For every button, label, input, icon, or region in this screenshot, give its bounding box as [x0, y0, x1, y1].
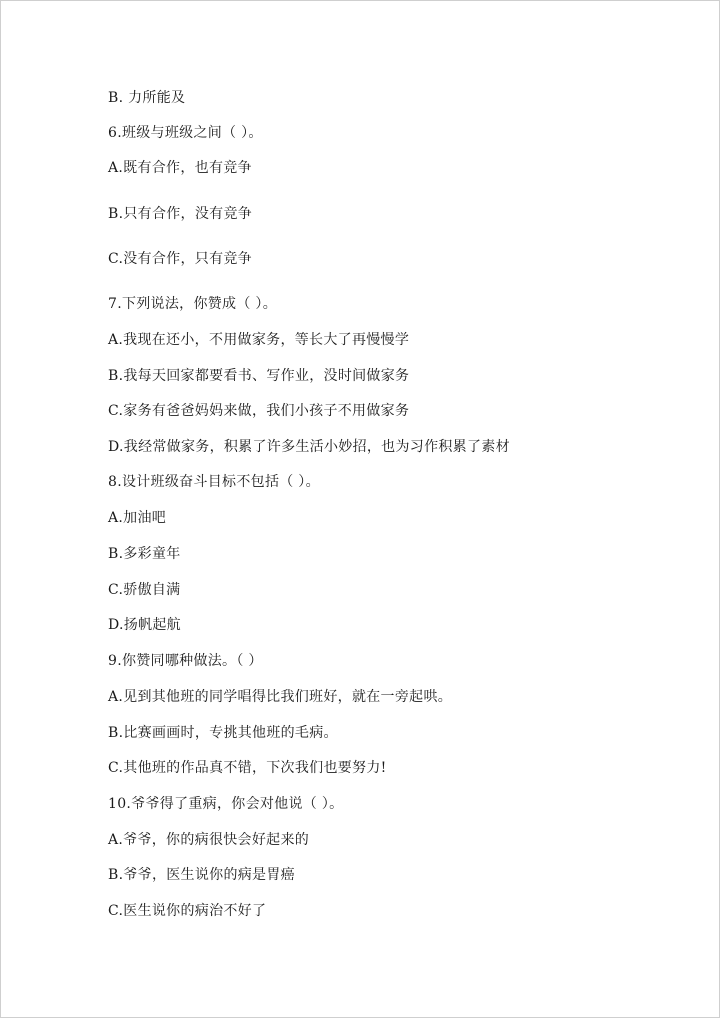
option-9c: C.其他班的作品真不错，下次我们也要努力! — [108, 760, 387, 776]
question-6: 6.班级与班级之间（ ）。 — [108, 125, 263, 141]
option-7b: B.我每天回家都要看书、写作业，没时间做家务 — [108, 368, 410, 384]
option-8d: D.扬帆起航 — [108, 617, 181, 633]
option-10b: B.爷爷，医生说你的病是胃癌 — [108, 867, 295, 883]
option-8c: C.骄傲自满 — [108, 582, 181, 598]
option-8a: A.加油吧 — [108, 510, 167, 526]
question-9: 9.你赞同哪种做法。（ ） — [108, 653, 263, 669]
option-8b: B.多彩童年 — [108, 546, 181, 562]
option-6a: A.既有合作，也有竞争 — [108, 160, 252, 176]
option-6b: B.只有合作，没有竞争 — [108, 206, 253, 222]
option-9b: B.比赛画画时，专挑其他班的毛病。 — [108, 725, 338, 741]
question-10: 10.爷爷得了重病，你会对他说（ ）。 — [108, 796, 344, 812]
option-10c: C.医生说你的病治不好了 — [108, 903, 267, 919]
option-10a: A.爷爷，你的病很快会好起来的 — [108, 832, 310, 848]
option-7c: C.家务有爸爸妈妈来做，我们小孩子不用做家务 — [108, 403, 410, 419]
option-9a: A.见到其他班的同学唱得比我们班好，就在一旁起哄。 — [108, 689, 453, 705]
option-5b: B. 力所能及 — [108, 90, 186, 106]
question-7: 7.下列说法，你赞成（ ）。 — [108, 296, 278, 312]
question-8: 8.设计班级奋斗目标不包括（ ）。 — [108, 474, 320, 490]
option-7a: A.我现在还小，不用做家务，等长大了再慢慢学 — [108, 332, 410, 348]
option-6c: C.没有合作，只有竞争 — [108, 251, 252, 267]
option-7d: D.我经常做家务，积累了许多生活小妙招，也为习作积累了素材 — [108, 439, 510, 455]
